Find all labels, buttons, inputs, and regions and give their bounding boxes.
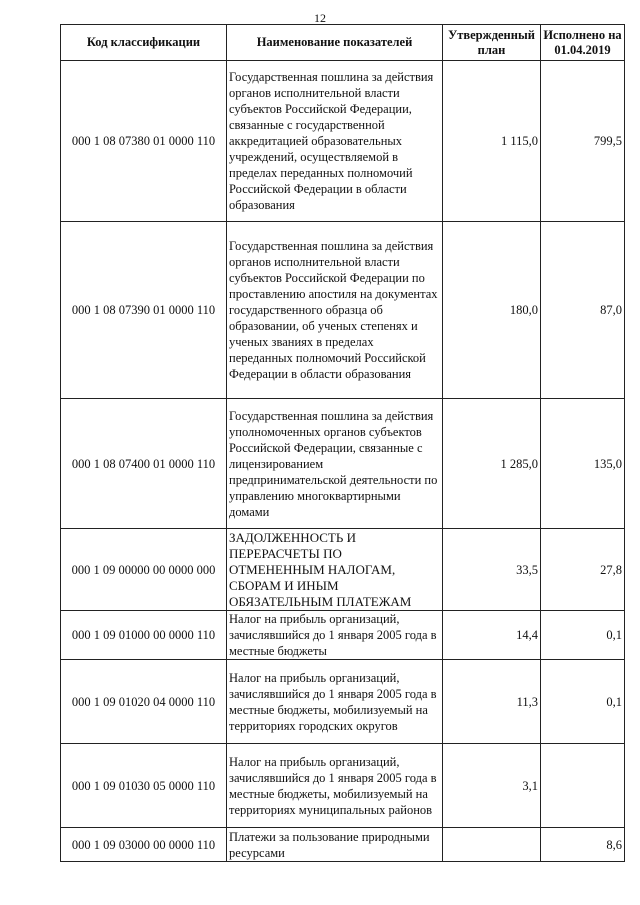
row-name: Государственная пошлина за действия органов исполнительной власти субъектов Российской Федерации по проставлению апостиля на документах государственного образца об образовании, об ученых степенях и ученых званиях в пределах переданных полномочий Российской Федерации в области образования [227, 222, 443, 399]
row-name: Налог на прибыль организаций, зачислявшийся до 1 января 2005 года в местные бюджеты, мобилизуемый на территориях городских округов [227, 660, 443, 744]
table-row [61, 399, 625, 529]
table-row [61, 529, 625, 611]
row-done: 87,0 [541, 222, 625, 399]
header-row [61, 25, 625, 61]
row-plan [443, 828, 541, 862]
row-done [541, 744, 625, 828]
header-done: Исполнено на 01.04.2019 [541, 25, 625, 61]
table-row [61, 61, 625, 222]
header-code: Код классификации [61, 25, 227, 61]
row-code: 000 1 08 07400 01 0000 110 [61, 399, 227, 529]
row-plan: 33,5 [443, 529, 541, 611]
row-done: 8,6 [541, 828, 625, 862]
row-name: Налог на прибыль организаций, зачислявшийся до 1 января 2005 года в местные бюджеты [227, 611, 443, 660]
row-done: 799,5 [541, 61, 625, 222]
row-plan: 1 285,0 [443, 399, 541, 529]
row-name: ЗАДОЛЖЕННОСТЬ И ПЕРЕРАСЧЕТЫ ПО ОТМЕНЕННЫМ НАЛОГАМ, СБОРАМ И ИНЫМ ОБЯЗАТЕЛЬНЫМ ПЛАТЕЖАМ [227, 529, 443, 611]
row-done: 0,1 [541, 611, 625, 660]
table-row [61, 611, 625, 660]
row-name: Платежи за пользование природными ресурсами [227, 828, 443, 862]
row-plan: 180,0 [443, 222, 541, 399]
row-plan: 11,3 [443, 660, 541, 744]
table-row [61, 222, 625, 399]
row-done: 0,1 [541, 660, 625, 744]
report-table [60, 24, 625, 862]
row-done: 135,0 [541, 399, 625, 529]
header-plan: Утвержденный план [443, 25, 541, 61]
row-plan: 1 115,0 [443, 61, 541, 222]
row-code: 000 1 09 01020 04 0000 110 [61, 660, 227, 744]
row-code: 000 1 09 00000 00 0000 000 [61, 529, 227, 611]
table-row [61, 660, 625, 744]
header-name: Наименование показателей [227, 25, 443, 61]
row-code: 000 1 08 07380 01 0000 110 [61, 61, 227, 222]
row-code: 000 1 09 01000 00 0000 110 [61, 611, 227, 660]
row-code: 000 1 08 07390 01 0000 110 [61, 222, 227, 399]
table-row [61, 828, 625, 862]
row-name: Государственная пошлина за действия органов исполнительной власти субъектов Российской Федерации, связанные с государственной аккредитацией образовательных учреждений, осуществляемой в пределах переданных полномочий Российской Федерации в области образования [227, 61, 443, 222]
row-done: 27,8 [541, 529, 625, 611]
row-plan: 14,4 [443, 611, 541, 660]
page-number: 12 [314, 11, 326, 25]
row-code: 000 1 09 03000 00 0000 110 [61, 828, 227, 862]
row-code: 000 1 09 01030 05 0000 110 [61, 744, 227, 828]
row-name: Государственная пошлина за действия уполномоченных органов субъектов Российской Федерации, связанные с лицензированием предпринимательской деятельности по управлению многоквартирными домами [227, 399, 443, 529]
row-name: Налог на прибыль организаций, зачислявшийся до 1 января 2005 года в местные бюджеты, мобилизуемый на территориях муниципальных районов [227, 744, 443, 828]
row-plan: 3,1 [443, 744, 541, 828]
table-row [61, 744, 625, 828]
